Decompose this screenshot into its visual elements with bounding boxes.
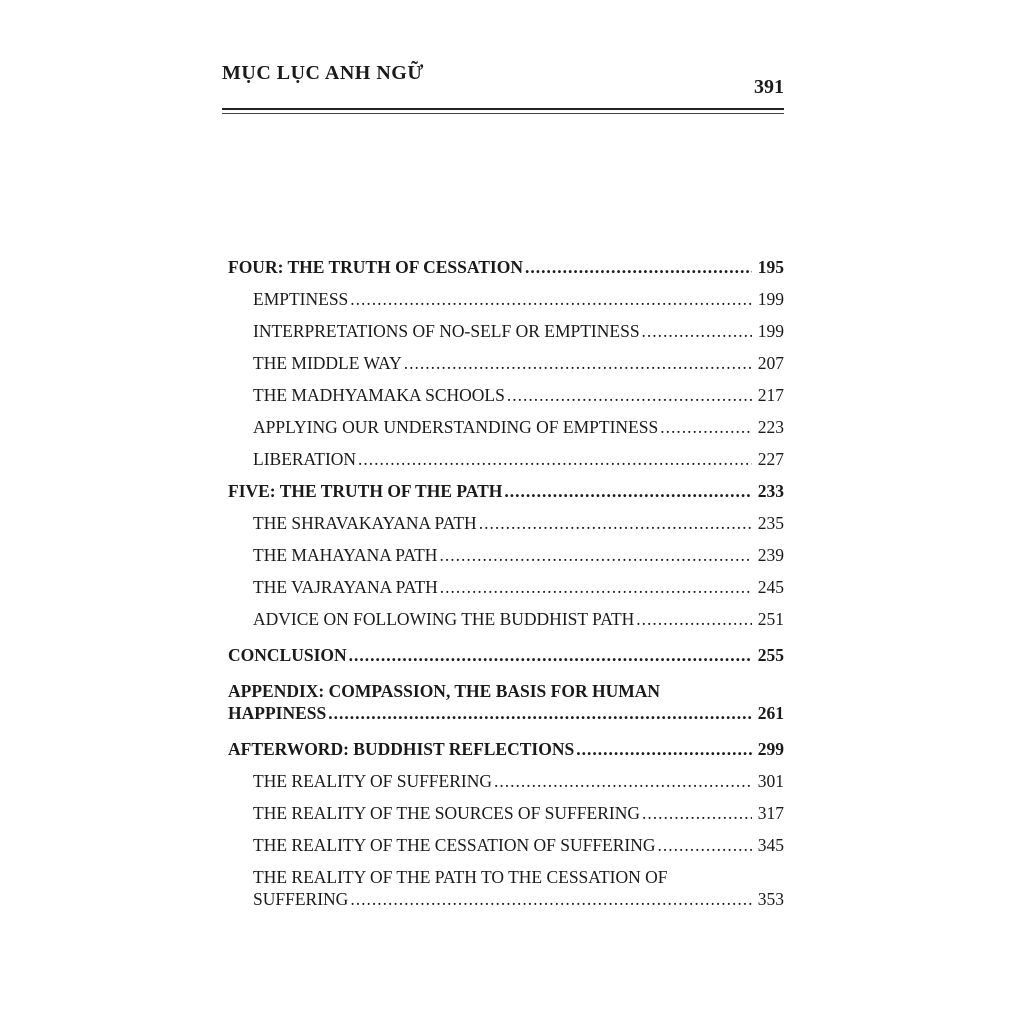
toc-entry-page: 299 bbox=[757, 739, 784, 759]
toc-appendix[interactable] bbox=[228, 680, 784, 724]
dot-leader bbox=[636, 608, 752, 630]
dot-leader bbox=[349, 644, 752, 666]
toc-entry-label: THE REALITY OF THE SOURCES OF SUFFERING bbox=[253, 803, 640, 823]
toc-entry[interactable] bbox=[228, 512, 784, 534]
dot-leader bbox=[642, 802, 752, 824]
toc-entry-label: FOUR: THE TRUTH OF CESSATION bbox=[228, 257, 523, 277]
toc-entry-page: 345 bbox=[757, 835, 784, 855]
toc-entry-label: THE MAHAYANA PATH bbox=[253, 545, 438, 565]
toc-entry-label: THE VAJRAYANA PATH bbox=[253, 577, 438, 597]
toc-entry[interactable] bbox=[228, 576, 784, 598]
toc-entry-page: 301 bbox=[757, 771, 784, 791]
toc-chapter-four[interactable] bbox=[228, 256, 784, 278]
toc-entry[interactable] bbox=[228, 320, 784, 342]
toc-entry-page: 227 bbox=[757, 449, 784, 469]
dot-leader bbox=[350, 288, 752, 310]
toc-entry-page: 261 bbox=[757, 703, 784, 723]
dot-leader bbox=[358, 448, 752, 470]
toc-entry-label: INTERPRETATIONS OF NO-SELF OR EMPTINESS bbox=[253, 321, 640, 341]
toc-entry-page: 199 bbox=[757, 289, 784, 309]
dot-leader bbox=[439, 544, 752, 566]
toc-entry-page: 199 bbox=[757, 321, 784, 341]
page-number: 391 bbox=[754, 76, 784, 98]
toc-entry-label: EMPTINESS bbox=[253, 289, 349, 309]
toc-entry[interactable] bbox=[228, 352, 784, 374]
dot-leader bbox=[404, 352, 752, 374]
toc-afterword[interactable] bbox=[228, 738, 784, 760]
dot-leader bbox=[350, 888, 752, 910]
toc-entry[interactable] bbox=[228, 608, 784, 630]
dot-leader bbox=[494, 770, 752, 792]
toc-entry-label-line1: APPENDIX: COMPASSION, THE BASIS FOR HUMAN bbox=[228, 681, 661, 701]
dot-leader bbox=[660, 416, 752, 438]
toc-entry-label: THE MIDDLE WAY bbox=[253, 353, 402, 373]
toc-entry[interactable] bbox=[228, 384, 784, 406]
toc-entry-label: ADVICE ON FOLLOWING THE BUDDHIST PATH bbox=[253, 609, 635, 629]
toc-entry[interactable] bbox=[228, 416, 784, 438]
dot-leader bbox=[642, 320, 752, 342]
dot-leader bbox=[576, 738, 752, 760]
toc-entry-page: 217 bbox=[757, 385, 784, 405]
toc-entry-label-line2: HAPPINESS bbox=[228, 703, 327, 723]
header-rule-thick bbox=[222, 108, 784, 110]
toc-entry-page: 207 bbox=[757, 353, 784, 373]
toc-entry-label: THE REALITY OF SUFFERING bbox=[253, 771, 493, 791]
toc-entry[interactable] bbox=[228, 448, 784, 470]
toc-entry-label: APPLYING OUR UNDERSTANDING OF EMPTINESS bbox=[253, 417, 659, 437]
toc-entry-label: FIVE: THE TRUTH OF THE PATH bbox=[228, 481, 503, 501]
toc-entry-page: 239 bbox=[757, 545, 784, 565]
dot-leader bbox=[479, 512, 752, 534]
toc-entry-page: 223 bbox=[757, 417, 784, 437]
dot-leader bbox=[525, 256, 752, 278]
running-head bbox=[222, 62, 784, 102]
toc-entry[interactable] bbox=[228, 866, 784, 910]
toc-entry-page: 317 bbox=[757, 803, 784, 823]
toc-entry-label: THE SHRAVAKAYANA PATH bbox=[253, 513, 477, 533]
toc-entry-label: THE REALITY OF THE CESSATION OF SUFFERING bbox=[253, 835, 656, 855]
toc-entry[interactable] bbox=[228, 288, 784, 310]
dot-leader bbox=[504, 480, 752, 502]
toc-entry-label: THE MADHYAMAKA SCHOOLS bbox=[253, 385, 505, 405]
table-of-contents bbox=[228, 256, 784, 910]
toc-chapter-five[interactable] bbox=[228, 480, 784, 502]
toc-entry-label-line1: THE REALITY OF THE PATH TO THE CESSATION OF bbox=[253, 867, 668, 887]
toc-entry-label: CONCLUSION bbox=[228, 645, 347, 665]
toc-entry-page: 245 bbox=[757, 577, 784, 597]
dot-leader bbox=[658, 834, 752, 856]
toc-entry[interactable] bbox=[228, 544, 784, 566]
toc-entry[interactable] bbox=[228, 802, 784, 824]
toc-conclusion[interactable] bbox=[228, 644, 784, 666]
running-title: MỤC LỤC ANH NGỮ bbox=[222, 62, 424, 84]
toc-entry-label: AFTERWORD: BUDDHIST REFLECTIONS bbox=[228, 739, 575, 759]
toc-entry-page: 235 bbox=[757, 513, 784, 533]
toc-entry-page: 353 bbox=[757, 889, 784, 909]
dot-leader bbox=[440, 576, 752, 598]
toc-entry-page: 195 bbox=[757, 257, 784, 277]
toc-entry-page: 251 bbox=[757, 609, 784, 629]
toc-entry-page: 233 bbox=[757, 481, 784, 501]
dot-leader bbox=[328, 702, 752, 724]
toc-entry-page: 255 bbox=[757, 645, 784, 665]
toc-entry-label: LIBERATION bbox=[253, 449, 357, 469]
header-rule-thin bbox=[222, 113, 784, 114]
toc-entry[interactable] bbox=[228, 770, 784, 792]
dot-leader bbox=[507, 384, 752, 406]
toc-entry[interactable] bbox=[228, 834, 784, 856]
toc-entry-label-line2: SUFFERING bbox=[253, 889, 349, 909]
